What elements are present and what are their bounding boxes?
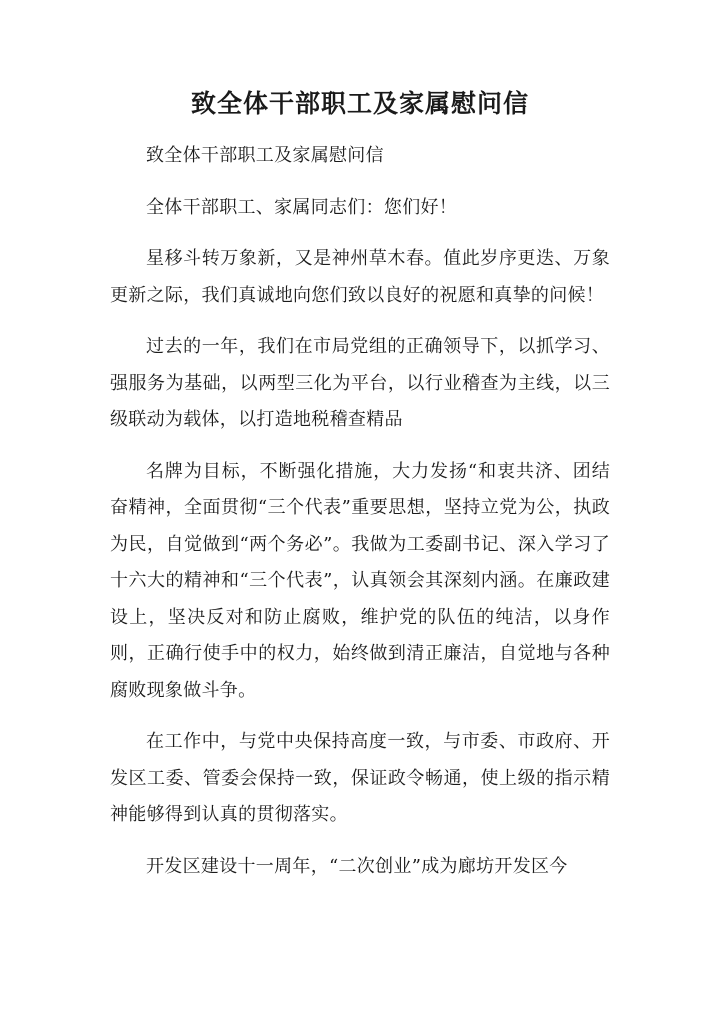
paragraph-work: 在工作中，与党中央保持高度一致，与市委、市政府、开发区工委、管委会保持一致，保证政令畅通，使上级的指示精神能够得到认真的贯彻落实。 [110,731,610,825]
paragraph-salutation: 全体干部职工、家属同志们：您们好！ [146,196,458,218]
paragraph-heading: 致全体干部职工及家属慰问信 [146,145,384,166]
document-body [110,138,610,900]
document-title: 致全体干部职工及家属慰问信 [190,89,529,118]
paragraph-review: 过去的一年，我们在市局党组的正确领导下，以抓学习、强服务为基础，以两型三化为平台，以行业稽查为主线，以三级联动为载体，以打造地税稽查精品 [110,336,610,430]
paragraph-greeting: 星移斗转万象新，又是神州草木春。值此岁序更迭、万象更新之际，我们真诚地向您们致以良好的祝愿和真挚的问候！ [110,248,610,306]
paragraph-goals: 名牌为目标，不断强化措施，大力发扬“和衷共济、团结奋精神，全面贯彻“三个代表”重要思想，坚持立党为公，执政为民，自觉做到“两个务必”。我做为工委副书记、深入学习了十六大的精神和“三个代表”，认真领会其深刻内涵。在廉政建设上，坚决反对和防止腐败，维护党的队伍的纯洁，以身作则，正确行使手中的权力，始终做到清正廉洁，自觉地与各种腐败现象做斗争。 [110,460,610,701]
paragraph-anniversary: 开发区建设十一周年，“二次创业”成为廊坊开发区今 [146,855,568,877]
